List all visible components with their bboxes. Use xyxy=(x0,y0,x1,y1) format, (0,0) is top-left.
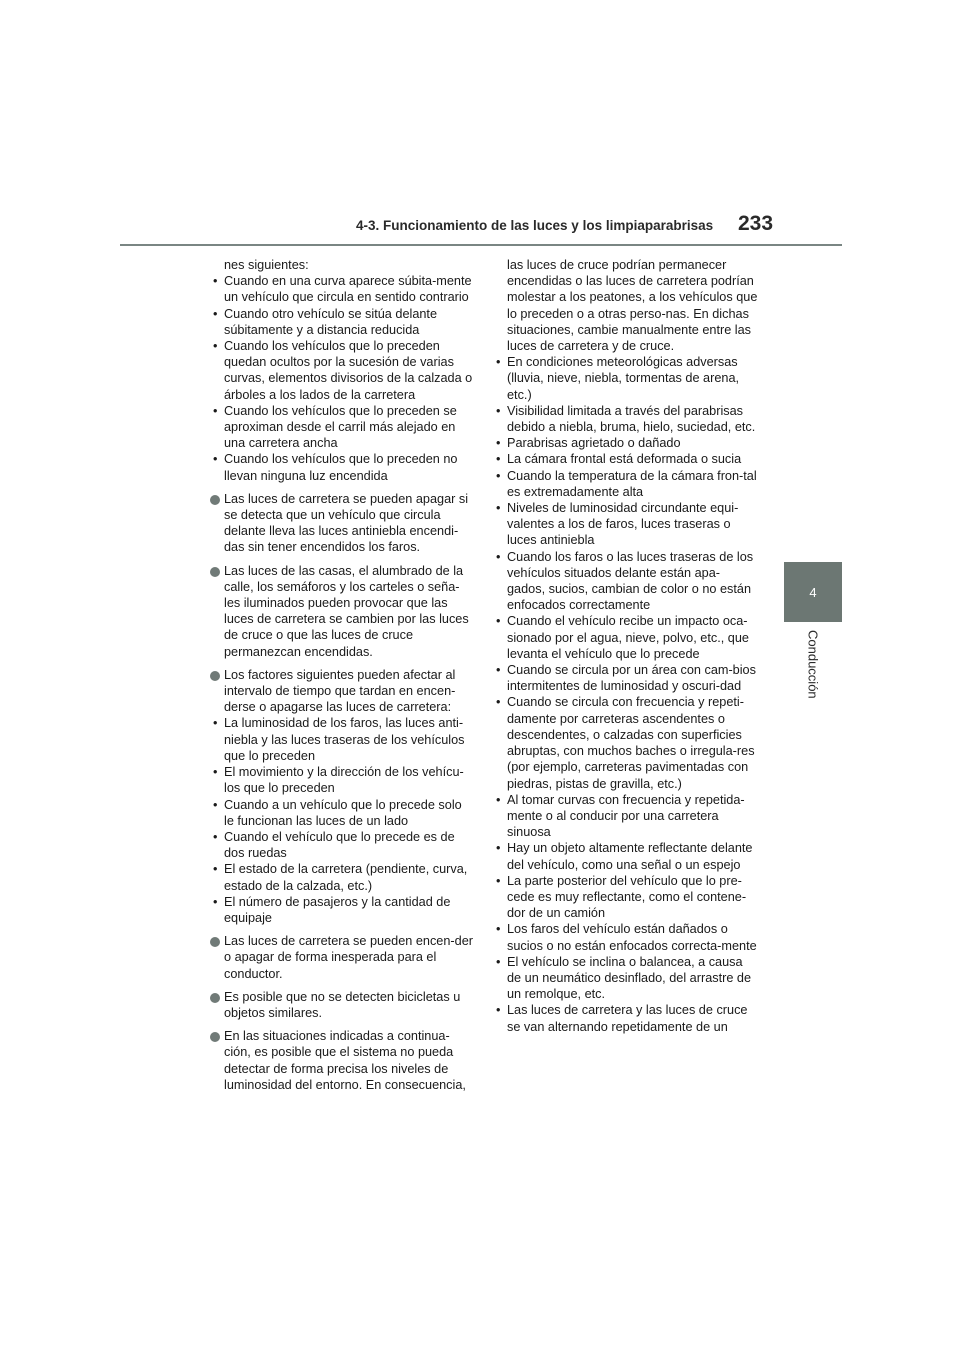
paragraph-text: En las situaciones indicadas a continua-ción, es posible que el sistema no pueda detectar de forma precisa los niveles de luminosidad del entorno. En consecuencia, xyxy=(224,1029,466,1092)
bullet-dot-icon xyxy=(210,1032,220,1042)
list-item: • Cuando el vehículo recibe un impacto oca-sionado por el agua, nieve, polvo, etc., que levanta el vehículo que lo precede xyxy=(493,613,758,662)
note-paragraph xyxy=(210,989,475,1021)
list-item: • Cuando se circula por un área con cam-bios intermitentes de luminosidad y oscuri-dad xyxy=(493,662,758,694)
list-item: • El vehículo se inclina o balancea, a causa de un neumático desinflado, del arrastre de un remolque, etc. xyxy=(493,954,758,1003)
list-item: • Las luces de carretera y las luces de cruce se van alternando repetidamente de un xyxy=(493,1002,758,1034)
chapter-label: Conducción xyxy=(805,630,821,699)
list-item: • Niveles de luminosidad circundante equi-valentes a los de faros, luces traseras o luces antiniebla xyxy=(493,500,758,549)
note-paragraph xyxy=(210,491,475,556)
list-item: • En condiciones meteorológicas adversas (lluvia, nieve, niebla, tormentas de arena, etc.) xyxy=(493,354,758,403)
header-divider xyxy=(120,244,842,246)
list-item: • Hay un objeto altamente reflectante delante del vehículo, como una señal o un espejo xyxy=(493,840,758,872)
list-item: • Cuando a un vehículo que lo precede solo le funcionan las luces de un lado xyxy=(210,797,475,829)
intro-text: nes siguientes: xyxy=(224,258,309,272)
chapter-tab xyxy=(784,562,842,622)
paragraph-text: Las luces de las casas, el alumbrado de la calle, los semáforos y los carteles o seña-les iluminados pueden provocar que las luces de carretera se cambien por las luces de cruce o que las luces de cruce permanezcan encendidas. xyxy=(224,563,469,659)
note-paragraph xyxy=(210,933,475,982)
list-item: • Cuando se circula con frecuencia y repeti-damente por carreteras ascendentes o descendentes, o calzadas con superficies abruptas, con muchos baches o irregula-res (por ejemplo, carreteras pavimentadas con piedras, pistas de gravilla, etc.) xyxy=(493,694,758,791)
list-item: • El movimiento y la dirección de los vehícu-los que lo preceden xyxy=(210,764,475,796)
page-number: 233 xyxy=(738,212,774,235)
list-item: • Cuando el vehículo que lo precede es de dos ruedas xyxy=(210,829,475,861)
paragraph-text: Las luces de carretera se pueden apagar si se detecta que un vehículo que circula delante lleva las luces antiniebla encendi-das sin tener encendidos los faros. xyxy=(224,491,469,555)
list-item: • Cuando en una curva aparece súbita-mente un vehículo que circula en sentido contrario xyxy=(210,273,475,305)
list-item: • La parte posterior del vehículo que lo pre-cede es muy reflectante, como el contene-dor de un camión xyxy=(493,873,758,922)
paragraph-text: Las luces de carretera se pueden encen-der o apagar de forma inesperada para el conductor. xyxy=(224,934,473,981)
list-item: • Cuando los vehículos que lo preceden se aproximan desde el carril más alejado en una carretera ancha xyxy=(210,403,475,452)
list-item: • El estado de la carretera (pendiente, curva, estado de la calzada, etc.) xyxy=(210,861,475,893)
running-header-title: 4-3. Funcionamiento de las luces y los limpiaparabrisas xyxy=(356,218,714,233)
paragraph-text: Los factores siguientes pueden afectar al intervalo de tiempo que tardan en encen-derse o apagarse las luces de carretera: xyxy=(224,667,456,715)
note-paragraph xyxy=(210,1028,475,1093)
bullet-dot-icon xyxy=(210,993,220,1003)
list-item: • Cuando otro vehículo se sitúa delante súbitamente y a distancia reducida xyxy=(210,306,475,338)
continuation-text: las luces de cruce podrían permanecer encendidas o las luces de carretera podrían molestar a los peatones, a los vehículos que lo preceden o a otras perso-nas. En dichas situaciones, cambie manualmente entre las luces de carretera y de cruce. xyxy=(507,258,758,354)
paragraph-text: Es posible que no se detecten bicicletas u objetos similares. xyxy=(224,989,461,1020)
list-item: • Parabrisas agrietado o dañado xyxy=(493,435,758,451)
left-column xyxy=(210,257,475,1093)
list-item: • Cuando la temperatura de la cámara fron-tal es extremadamente alta xyxy=(493,468,758,500)
right-column xyxy=(493,257,758,1035)
list-item: • Los faros del vehículo están dañados o sucios o no están enfocados correcta-mente xyxy=(493,921,758,953)
list-item: • El número de pasajeros y la cantidad de equipaje xyxy=(210,894,475,926)
list-item: • La cámara frontal está deformada o sucia xyxy=(493,451,758,467)
bullet-dot-icon xyxy=(210,495,220,505)
list-item: • Visibilidad limitada a través del parabrisas debido a niebla, bruma, hielo, suciedad, etc. xyxy=(493,403,758,435)
bullet-dot-icon xyxy=(210,671,220,681)
list-item: • Cuando los vehículos que lo preceden quedan ocultos por la sucesión de varias curvas, elementos divisorios de la calzada o árboles a los lados de la carretera xyxy=(210,338,475,403)
list-item: • Al tomar curvas con frecuencia y repetida-mente o al conducir por una carretera sinuosa xyxy=(493,792,758,841)
note-paragraph xyxy=(210,667,475,716)
chapter-number: 4 xyxy=(809,584,817,600)
note-paragraph xyxy=(210,563,475,660)
bullet-dot-icon xyxy=(210,567,220,577)
list-item: • Cuando los vehículos que lo preceden no llevan ninguna luz encendida xyxy=(210,451,475,483)
list-item: • Cuando los faros o las luces traseras de los vehículos situados delante están apa-gados, sucios, cambian de color o no están enfocados correctamente xyxy=(493,549,758,614)
list-item: • La luminosidad de los faros, las luces anti-niebla y las luces traseras de los vehículos que lo preceden xyxy=(210,715,475,764)
bullet-dot-icon xyxy=(210,937,220,947)
